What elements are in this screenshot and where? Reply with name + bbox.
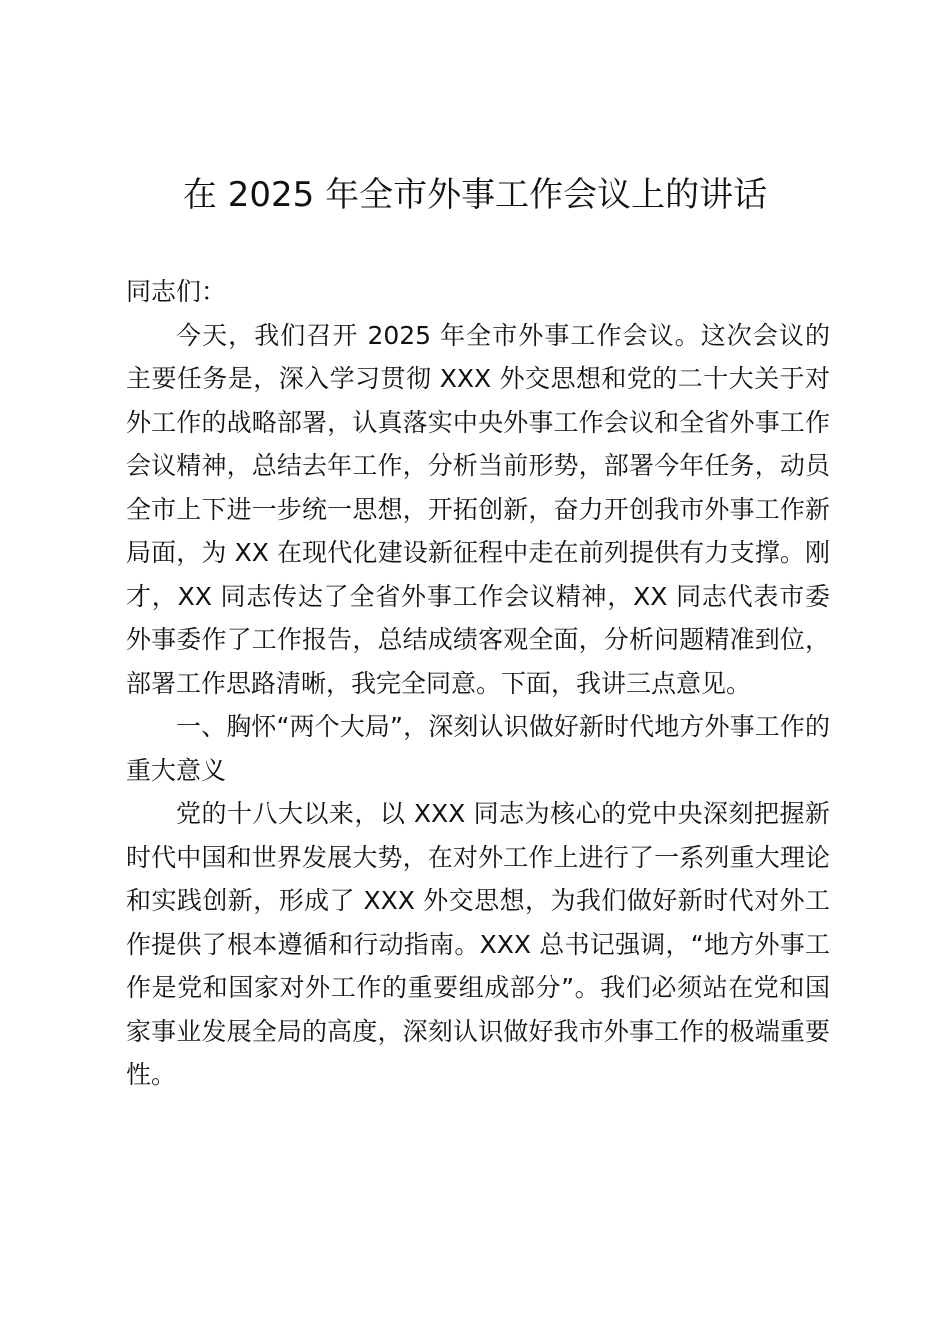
document-body	[126, 270, 830, 1097]
document-title: 在 2025 年全市外事工作会议上的讲话	[182, 175, 768, 215]
section-heading-1: 一、胸怀“两个大局”，深刻认识做好新时代地方外事工作的重大意义	[126, 712, 830, 785]
paragraph-opening: 今天，我们召开 2025 年全市外事工作会议。这次会议的主要任务是，深入学习贯彻 XXX 外交思想和党的二十大关于对外工作的战略部署，认真落实中央外事工作会议和全省外事工作会议精神，总结去年工作，分析当前形势，部署今年任务，动员全市上下进一步统一思想，开拓创新，奋力开创我市外事工作新局面，为 XX 在现代化建设新征程中走在前列提供有力支撑。刚才，XX 同志传达了全省外事工作会议精神，XX 同志代表市委外事委作了工作报告，总结成绩客观全面，分析问题精准到位，部署工作思路清晰，我完全同意。下面，我讲三点意见。	[126, 320, 830, 698]
salutation: 同志们：	[126, 277, 227, 306]
paragraph-section-1: 党的十八大以来，以 XXX 同志为核心的党中央深刻把握新时代中国和世界发展大势，在对外工作上进行了一系列重大理论和实践创新，形成了 XXX 外交思想，为我们做好新时代对外工作提供了根本遵循和行动指南。XXX 总书记强调，“地方外事工作是党和国家对外工作的重要组成部分”。我们必须站在党和国家事业发展全局的高度，深刻认识做好我市外事工作的极端重要性。	[126, 799, 830, 1089]
